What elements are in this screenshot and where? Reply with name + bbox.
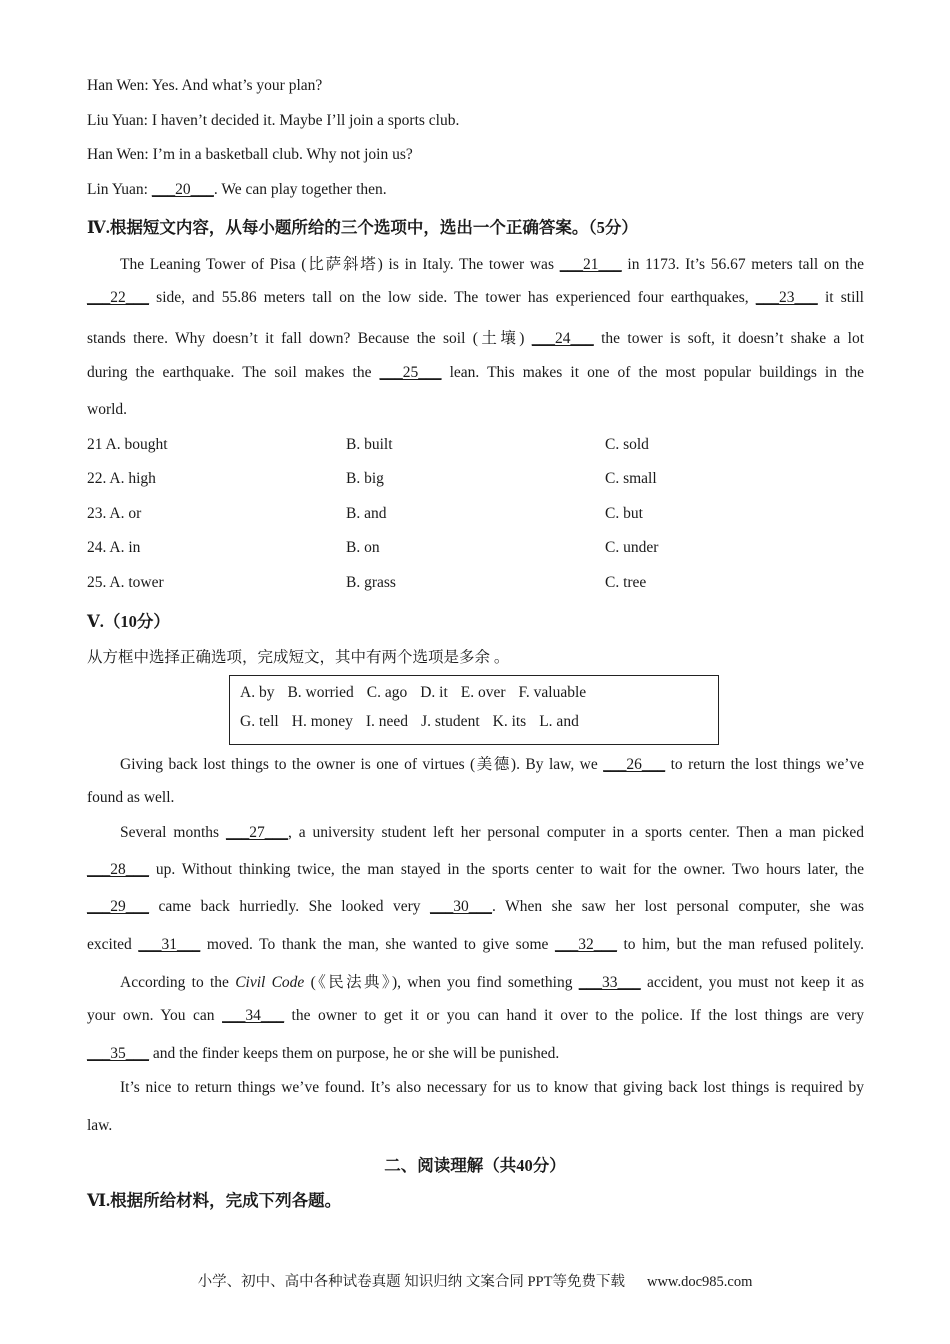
passage-line: world. [87, 401, 128, 418]
word-option: I. need [365, 713, 409, 730]
passage-line [120, 824, 864, 842]
text: up. Without thinking twice, the man stayed in the sports center to wait for the owner. Two hours later, the [149, 861, 864, 878]
text: excited [87, 936, 139, 953]
page-footer [0, 1270, 950, 1291]
dialogue-line: Han Wen: I’m in a basketball club. Why not join us? [87, 146, 413, 163]
text: during the earthquake. The soil makes the [87, 364, 380, 381]
option-c: C. tree [605, 574, 647, 591]
blank-26: ___26___ [603, 756, 666, 773]
passage-line [87, 936, 864, 954]
word-box [229, 675, 719, 745]
passage-line [87, 326, 864, 348]
word-option: A. by [240, 684, 275, 701]
blank-34: ___34___ [222, 1007, 285, 1024]
option-c: C. small [605, 470, 657, 487]
dialogue-line [87, 181, 864, 199]
word-option: C. ago [366, 684, 408, 701]
blank-29: ___29___ [87, 898, 149, 915]
civil-code-title: Civil Code [235, 974, 305, 991]
word-option: L. and [539, 713, 579, 730]
passage-line [87, 1007, 864, 1025]
blank-32: ___32___ [554, 936, 617, 953]
word-option: F. valuable [518, 684, 587, 701]
option-b: B. built [346, 436, 393, 453]
blank-30: ___30___ [430, 898, 493, 915]
footer-url[interactable]: www.doc985.com [646, 1274, 753, 1290]
word-option: E. over [460, 684, 506, 701]
passage-line [87, 289, 864, 307]
passage-line [87, 1045, 864, 1063]
text: Several months [120, 824, 226, 841]
passage-line: found as well. [87, 789, 175, 806]
section5-heading: Ⅴ.（10分） [87, 612, 170, 631]
blank-24: ___24___ [531, 330, 594, 347]
dialogue-line: Liu Yuan: I haven’t decided it. Maybe I’ll join a sports club. [87, 112, 460, 129]
speaker: Lin Yuan: [87, 181, 152, 198]
blank-28: ___28___ [87, 861, 149, 878]
text: stands there. Why doesn’t it fall down? Because the soil (土壤) [87, 330, 532, 347]
text: (《民法典》), when you find something [304, 974, 579, 991]
text: . We can play together then. [213, 181, 387, 198]
option-c: C. but [605, 505, 643, 522]
option-b: B. and [346, 505, 387, 522]
option-a: 24. A. in [87, 539, 141, 556]
text: and the finder keeps them on purpose, he or she will be punished. [149, 1045, 560, 1062]
option-c: C. sold [605, 436, 649, 453]
text: accident, you must not keep it as [640, 974, 865, 991]
text: moved. To thank the man, she wanted to give some [200, 936, 555, 953]
text: The Leaning Tower of Pisa (比萨斜塔) is in Italy. The tower was [120, 256, 560, 273]
passage-line: It’s nice to return things we’ve found. It’s also necessary for us to know that giving back lost things is required by [120, 1079, 864, 1096]
passage-line [87, 898, 864, 916]
blank-25: ___25___ [379, 364, 442, 381]
option-a: 25. A. tower [87, 574, 164, 591]
word-option: D. it [420, 684, 448, 701]
option-b: B. grass [346, 574, 396, 591]
passage-line [87, 364, 864, 382]
text: your own. You can [87, 1007, 223, 1024]
blank-22: ___22___ [87, 289, 149, 306]
option-a: 23. A. or [87, 505, 142, 522]
text: in 1173. It’s 56.67 meters tall on the [621, 256, 864, 273]
text: . When she saw her lost personal computer, she was [492, 898, 864, 915]
option-b: B. on [346, 539, 380, 556]
text: to return the lost things we’ve [665, 756, 865, 773]
text: lean. This makes it one of the most popular buildings in the [441, 364, 865, 381]
option-c: C. under [605, 539, 659, 556]
footer-text: 小学、初中、高中各种试卷真题 知识归纳 文案合同 PPT等免费下载 [197, 1274, 625, 1290]
passage-line [120, 252, 864, 274]
text: it still [817, 289, 864, 306]
section4-heading: Ⅳ.根据短文内容，从每小题所给的三个选项中，选出一个正确答案。（5分） [87, 218, 638, 237]
blank-33: ___33___ [578, 974, 641, 991]
text: Giving back lost things to the owner is one of virtues (美德). By law, we [120, 756, 604, 773]
passage-line [120, 752, 864, 774]
option-b: B. big [346, 470, 384, 487]
option-a: 22. A. high [87, 470, 156, 487]
part2-title: 二、阅读理解（共40分） [384, 1156, 566, 1175]
text: , a university student left her personal computer in a sports center. Then a man picked [287, 824, 864, 841]
blank-20: ___20___ [151, 181, 214, 198]
passage-line: law. [87, 1117, 113, 1134]
word-box-row [240, 684, 599, 702]
dialogue-line: Han Wen: Yes. And what’s your plan? [87, 77, 323, 94]
text: the tower is soft, it doesn’t shake a lot [593, 330, 865, 347]
word-option: B. worried [287, 684, 354, 701]
blank-27: ___27___ [225, 824, 288, 841]
word-option: K. its [492, 713, 527, 730]
text: to him, but the man refused politely. [616, 936, 865, 953]
word-option: H. money [291, 713, 353, 730]
option-a: 21 A. bought [87, 436, 168, 453]
word-box-row [240, 713, 592, 731]
text: the owner to get it or you can hand it over to the police. If the lost things are very [284, 1007, 865, 1024]
blank-31: ___31___ [138, 936, 201, 953]
text: came back hurriedly. She looked very [149, 898, 431, 915]
passage-line [120, 970, 864, 992]
blank-23: ___23___ [755, 289, 818, 306]
section6-heading: Ⅵ.根据所给材料，完成下列各题。 [87, 1191, 342, 1210]
section5-instruction: 从方框中选择正确选项，完成短文，其中有两个选项是多余 。 [87, 649, 510, 666]
blank-35: ___35___ [87, 1045, 149, 1062]
word-option: J. student [421, 713, 480, 730]
blank-21: ___21___ [559, 256, 622, 273]
word-option: G. tell [240, 713, 279, 730]
passage-line [87, 861, 864, 879]
text: According to the [120, 974, 236, 991]
text: side, and 55.86 meters tall on the low side. The tower has experienced four earthquakes, [149, 289, 756, 306]
